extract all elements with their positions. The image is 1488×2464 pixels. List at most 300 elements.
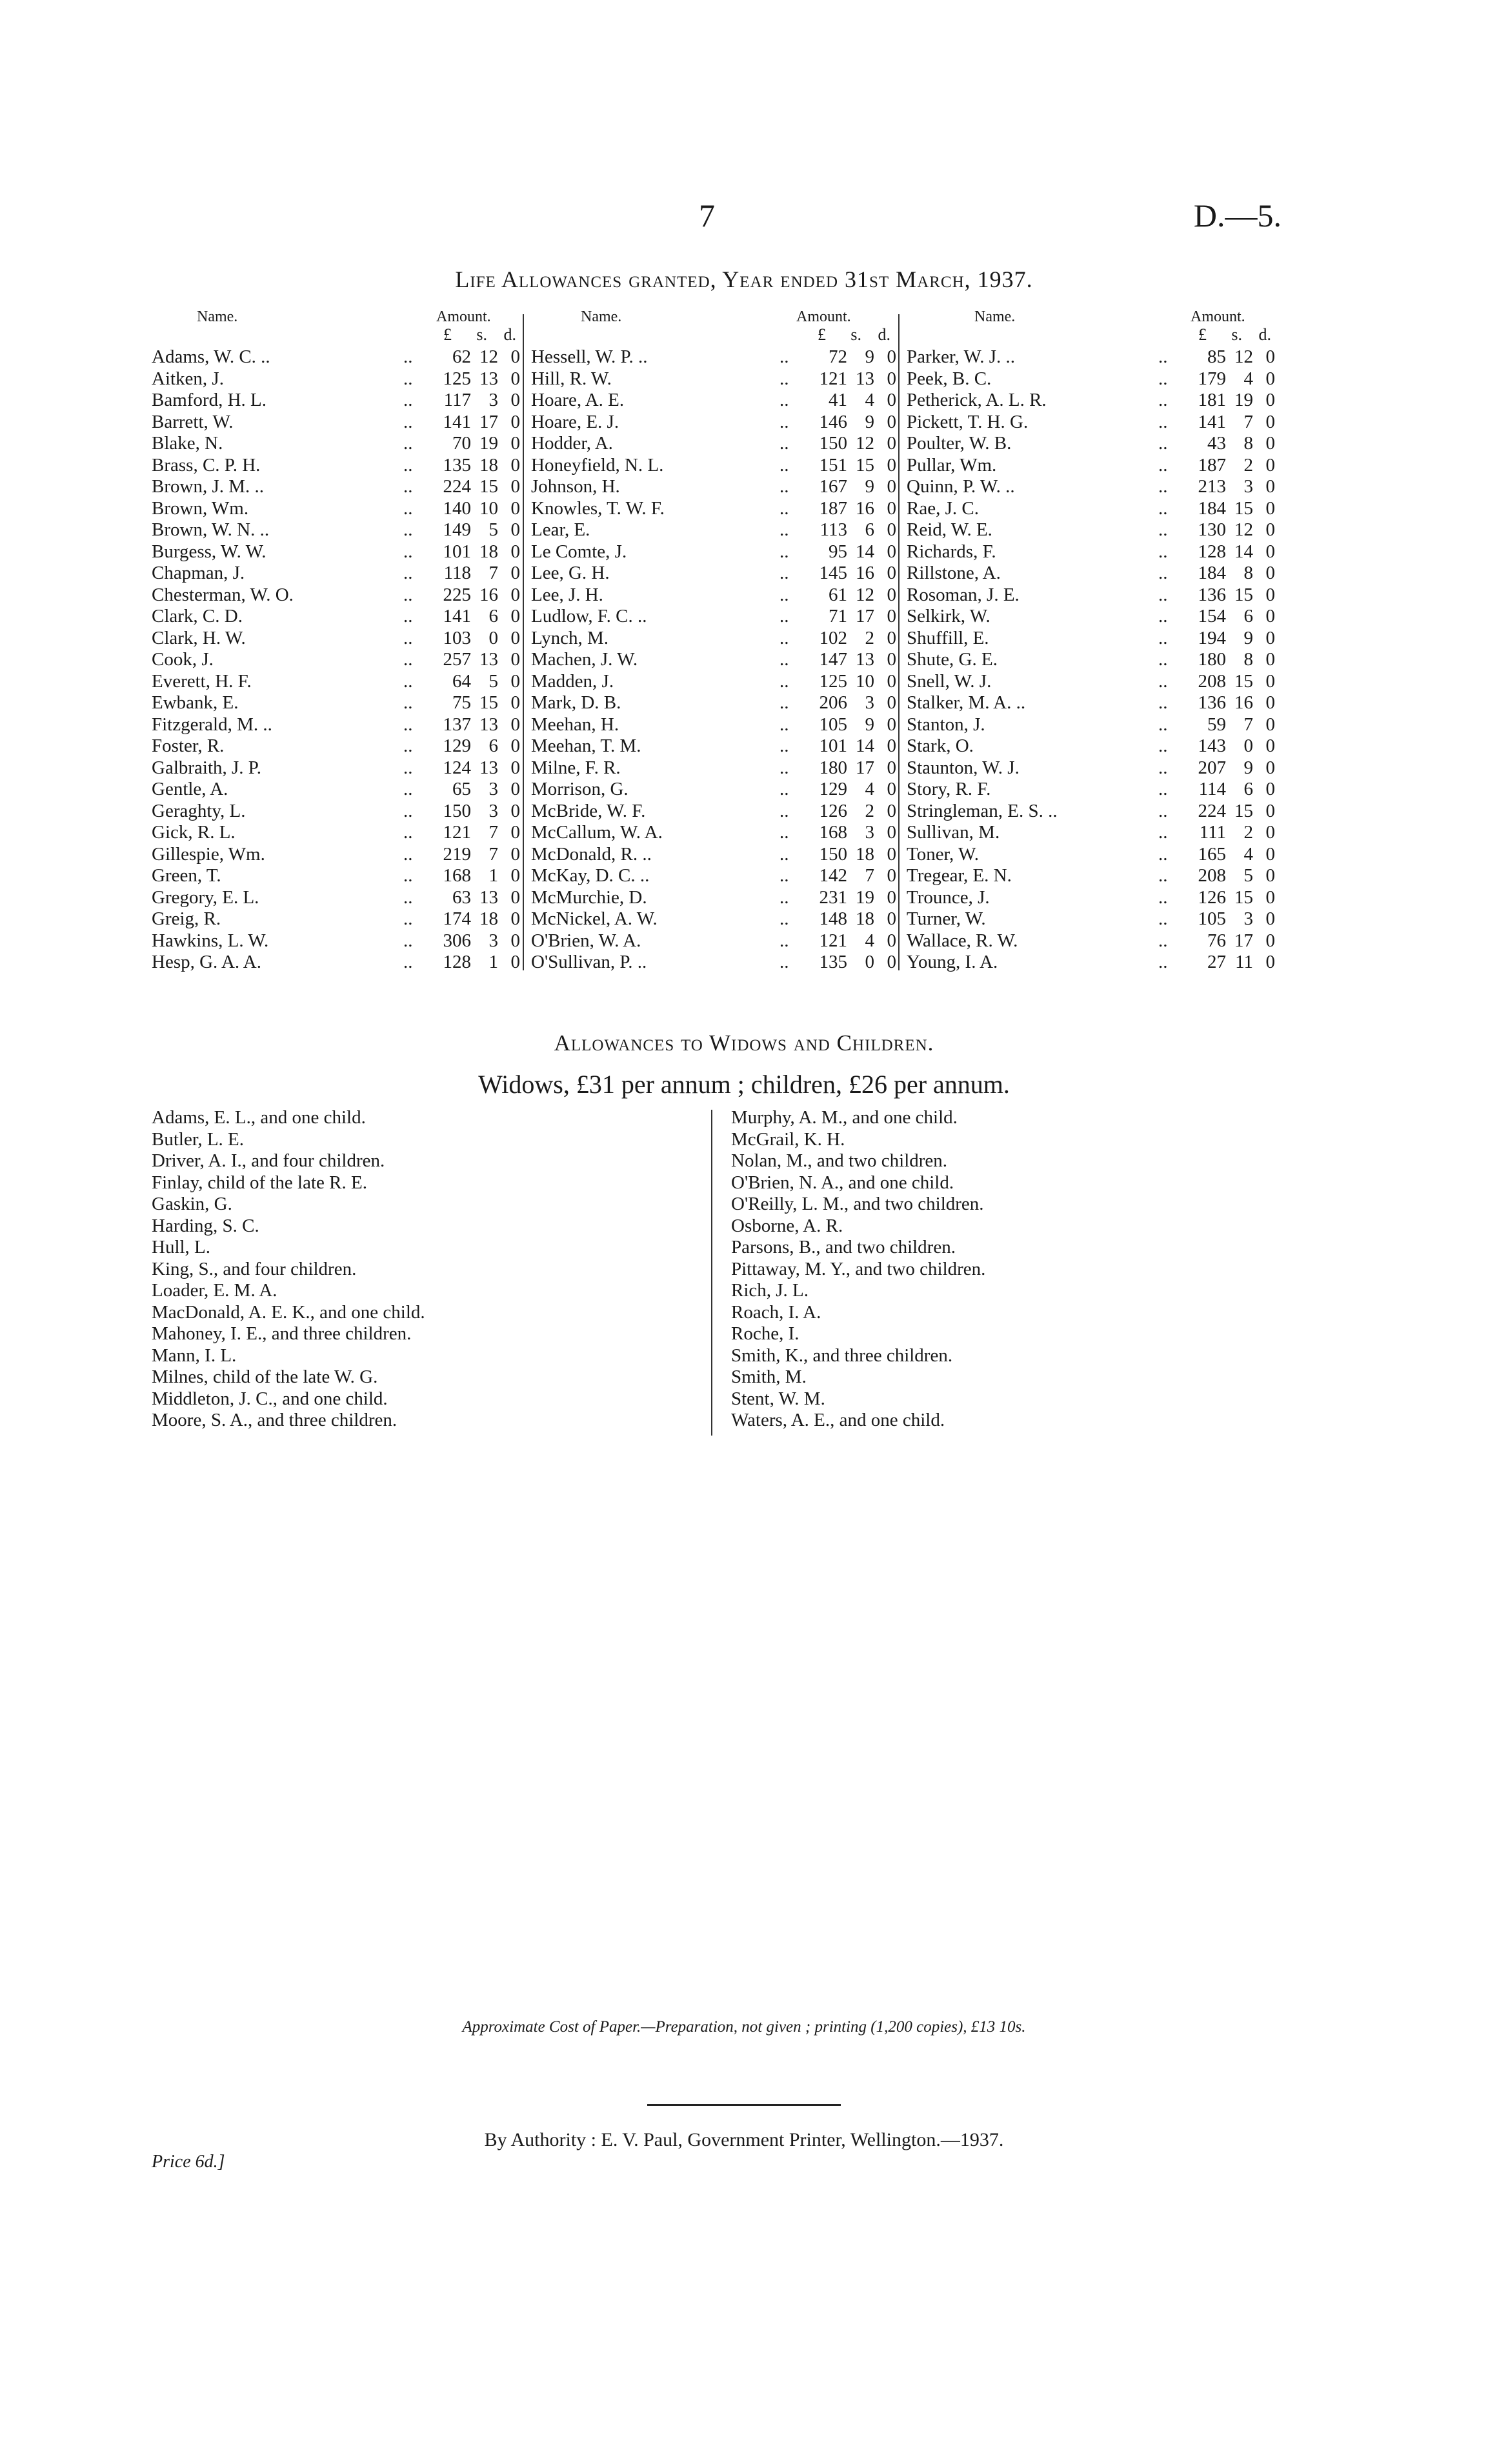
- allowance-row: [531, 714, 899, 736]
- amount-pence: 0: [1265, 757, 1275, 778]
- leader-dots: ..: [1158, 692, 1168, 713]
- amount-shillings: 3: [1243, 908, 1253, 929]
- allowance-row: [531, 952, 899, 974]
- recipient-name: Petherick, A. L. R.: [907, 390, 1047, 410]
- amount-pounds: 167: [819, 476, 847, 497]
- allowance-row: [152, 801, 523, 823]
- amount-pence: 0: [1265, 692, 1275, 713]
- header-name-1: Name.: [197, 308, 238, 325]
- recipient-name: McDonald, R. ..: [531, 843, 652, 865]
- allowance-row: [152, 455, 523, 477]
- recipient-name: Hill, R. W.: [531, 368, 612, 389]
- amount-shillings: 17: [1234, 930, 1253, 951]
- allowance-row: [531, 585, 899, 606]
- recipient-name: Trounce, J.: [907, 886, 990, 908]
- amount-shillings: 8: [1243, 563, 1253, 583]
- unit-shilling-2: s.: [850, 325, 861, 344]
- amount-shillings: 1: [488, 952, 498, 972]
- allowance-row: [531, 865, 899, 887]
- leader-dots: ..: [403, 736, 413, 756]
- allowance-row: [531, 606, 899, 628]
- amount-pence: 0: [510, 736, 520, 756]
- amount-pence: 0: [1265, 390, 1275, 410]
- recipient-name: Brown, Wm.: [152, 497, 249, 519]
- recipient-name: Greig, R.: [152, 908, 221, 929]
- amount-pence: 0: [1265, 476, 1275, 497]
- recipient-name: Stalker, M. A. ..: [907, 692, 1026, 713]
- widow-entry: MacDonald, A. E. K., and one child.: [152, 1301, 425, 1323]
- recipient-name: Le Comte, J.: [531, 541, 627, 562]
- recipient-name: Geraghty, L.: [152, 800, 246, 821]
- leader-dots: ..: [1158, 757, 1168, 778]
- recipient-name: Quinn, P. W. ..: [907, 476, 1015, 497]
- recipient-name: Richards, F.: [907, 541, 996, 562]
- allowance-row: [907, 368, 1278, 390]
- recipient-name: Knowles, T. W. F.: [531, 497, 665, 519]
- unit-pound-2: £: [818, 325, 826, 344]
- widows-section-subtitle: Widows, £31 per annum ; children, £26 per annum.: [478, 1070, 1010, 1099]
- allowance-row: [152, 865, 523, 887]
- amount-pounds: 184: [1198, 497, 1226, 519]
- allowance-row: [152, 952, 523, 974]
- leader-dots: ..: [1158, 519, 1168, 540]
- amount-pence: 0: [1265, 714, 1275, 735]
- allowance-row: [907, 801, 1278, 823]
- amount-shillings: 7: [488, 822, 498, 843]
- amount-pounds: 136: [1198, 692, 1226, 713]
- leader-dots: ..: [1158, 714, 1168, 735]
- leader-dots: ..: [779, 736, 789, 756]
- amount-pence: 0: [887, 822, 896, 843]
- amount-shillings: 4: [1243, 368, 1253, 389]
- allowance-row: [531, 779, 899, 801]
- amount-shillings: 5: [1243, 865, 1253, 886]
- amount-pounds: 136: [1198, 584, 1226, 605]
- recipient-name: Green, T.: [152, 865, 221, 886]
- amount-pounds: 95: [829, 541, 847, 562]
- leader-dots: ..: [403, 952, 413, 972]
- amount-shillings: 19: [1234, 390, 1253, 410]
- amount-pence: 0: [1265, 606, 1275, 626]
- cost-footnote: Approximate Cost of Paper.—Preparation, not given ; printing (1,200 copies), £13 10s.: [462, 2018, 1026, 2036]
- recipient-name: Young, I. A.: [907, 952, 998, 972]
- amount-pence: 0: [887, 497, 896, 519]
- amount-pounds: 306: [443, 930, 471, 951]
- leader-dots: ..: [403, 390, 413, 410]
- amount-pounds: 174: [443, 908, 471, 929]
- amount-pence: 0: [1265, 368, 1275, 389]
- widow-entry: O'Brien, N. A., and one child.: [731, 1172, 954, 1193]
- amount-pounds: 113: [819, 519, 847, 540]
- unit-pence-2: d.: [878, 325, 890, 344]
- allowance-row: [152, 844, 523, 866]
- leader-dots: ..: [779, 563, 789, 583]
- allowance-row: [907, 563, 1278, 585]
- amount-pence: 0: [1265, 843, 1275, 865]
- amount-pence: 0: [1265, 519, 1275, 540]
- allowance-row: [531, 736, 899, 757]
- allowance-row: [907, 865, 1278, 887]
- recipient-name: Blake, N.: [152, 433, 223, 454]
- amount-shillings: 19: [856, 886, 874, 908]
- amount-pence: 0: [510, 368, 520, 389]
- amount-pounds: 179: [1198, 368, 1226, 389]
- allowance-row: [907, 844, 1278, 866]
- amount-shillings: 13: [479, 757, 498, 778]
- amount-pounds: 168: [819, 822, 847, 843]
- amount-shillings: 15: [479, 692, 498, 713]
- leader-dots: ..: [1158, 908, 1168, 929]
- widow-entry: Waters, A. E., and one child.: [731, 1410, 945, 1430]
- amount-pence: 0: [887, 454, 896, 476]
- allowance-row: [152, 714, 523, 736]
- recipient-name: Sullivan, M.: [907, 822, 1000, 843]
- amount-pence: 0: [1265, 497, 1275, 519]
- amount-pence: 0: [1265, 800, 1275, 821]
- recipient-name: Pullar, Wm.: [907, 454, 997, 476]
- leader-dots: ..: [403, 800, 413, 821]
- allowance-row: [531, 757, 899, 779]
- amount-pounds: 117: [443, 390, 471, 410]
- recipient-name: McCallum, W. A.: [531, 822, 663, 843]
- allowance-row: [907, 628, 1278, 650]
- amount-pounds: 187: [819, 497, 847, 519]
- allowance-row: [531, 822, 899, 844]
- amount-pounds: 125: [819, 670, 847, 692]
- leader-dots: ..: [1158, 649, 1168, 670]
- allowance-row: [907, 930, 1278, 952]
- amount-pence: 0: [510, 952, 520, 972]
- allowance-row: [907, 585, 1278, 606]
- leader-dots: ..: [403, 627, 413, 648]
- leader-dots: ..: [403, 346, 413, 367]
- recipient-name: Gick, R. L.: [152, 822, 236, 843]
- allowance-row: [907, 390, 1278, 412]
- amount-pounds: 165: [1198, 843, 1226, 865]
- unit-shilling-1: s.: [476, 325, 487, 344]
- allowance-row: [907, 412, 1278, 434]
- amount-pounds: 102: [819, 627, 847, 648]
- recipient-name: Peek, B. C.: [907, 368, 992, 389]
- amount-shillings: 17: [479, 411, 498, 432]
- amount-shillings: 4: [865, 779, 874, 799]
- allowance-row: [531, 346, 899, 368]
- amount-shillings: 3: [488, 779, 498, 799]
- amount-pence: 0: [510, 865, 520, 886]
- widow-entry: O'Reilly, L. M., and two children.: [731, 1194, 984, 1214]
- printer-authority: By Authority : E. V. Paul, Government Printer, Wellington.—1937.: [484, 2129, 1004, 2150]
- allowance-row: [531, 844, 899, 866]
- amount-shillings: 5: [488, 670, 498, 692]
- amount-pounds: 140: [443, 497, 471, 519]
- amount-pence: 0: [1265, 627, 1275, 648]
- amount-shillings: 3: [1243, 476, 1253, 497]
- amount-shillings: 6: [488, 736, 498, 756]
- amount-shillings: 0: [488, 627, 498, 648]
- amount-shillings: 9: [865, 476, 874, 497]
- amount-shillings: 11: [1235, 952, 1253, 972]
- leader-dots: ..: [1158, 886, 1168, 908]
- amount-pence: 0: [510, 908, 520, 929]
- amount-pence: 0: [887, 433, 896, 454]
- amount-shillings: 0: [1243, 736, 1253, 756]
- leader-dots: ..: [1158, 952, 1168, 972]
- widow-entry: Loader, E. M. A.: [152, 1280, 277, 1301]
- amount-pounds: 141: [443, 411, 471, 432]
- recipient-name: Rae, J. C.: [907, 497, 979, 519]
- amount-shillings: 6: [865, 519, 874, 540]
- amount-pounds: 126: [819, 800, 847, 821]
- leader-dots: ..: [403, 519, 413, 540]
- widow-entry: McGrail, K. H.: [731, 1128, 845, 1150]
- widow-entry: Murphy, A. M., and one child.: [731, 1107, 958, 1128]
- recipient-name: Aitken, J.: [152, 368, 224, 389]
- allowance-row: [152, 541, 523, 563]
- leader-dots: ..: [403, 692, 413, 713]
- amount-pounds: 168: [443, 865, 471, 886]
- header-amount-2: Amount.: [796, 308, 851, 325]
- allowance-row: [907, 346, 1278, 368]
- leader-dots: ..: [1158, 865, 1168, 886]
- amount-pence: 0: [510, 670, 520, 692]
- amount-pence: 0: [510, 692, 520, 713]
- recipient-name: Selkirk, W.: [907, 606, 990, 626]
- amount-pence: 0: [887, 736, 896, 756]
- amount-shillings: 15: [856, 454, 874, 476]
- widow-entry: Parsons, B., and two children.: [731, 1237, 956, 1257]
- allowance-row: [531, 887, 899, 909]
- amount-pence: 0: [1265, 563, 1275, 583]
- recipient-name: Gentle, A.: [152, 779, 228, 799]
- amount-pounds: 150: [819, 433, 847, 454]
- price-note: Price 6d.]: [152, 2152, 225, 2172]
- leader-dots: ..: [403, 476, 413, 497]
- amount-pence: 0: [1265, 454, 1275, 476]
- amount-pounds: 231: [819, 886, 847, 908]
- amount-shillings: 8: [1243, 649, 1253, 670]
- allowance-row: [152, 519, 523, 541]
- recipient-name: Hessell, W. P. ..: [531, 346, 648, 367]
- amount-pounds: 208: [1198, 865, 1226, 886]
- recipient-name: Turner, W.: [907, 908, 986, 929]
- amount-pounds: 145: [819, 563, 847, 583]
- amount-pounds: 130: [1198, 519, 1226, 540]
- amount-pence: 0: [1265, 346, 1275, 367]
- widow-entry: Mahoney, I. E., and three children.: [152, 1323, 412, 1344]
- leader-dots: ..: [779, 390, 789, 410]
- allowance-row: [152, 412, 523, 434]
- recipient-name: Milne, F. R.: [531, 757, 621, 778]
- amount-shillings: 16: [856, 497, 874, 519]
- leader-dots: ..: [403, 649, 413, 670]
- allowance-column-3: [907, 346, 1278, 974]
- amount-pence: 0: [510, 346, 520, 367]
- amount-pence: 0: [510, 800, 520, 821]
- leader-dots: ..: [779, 670, 789, 692]
- amount-pounds: 141: [443, 606, 471, 626]
- recipient-name: Foster, R.: [152, 736, 225, 756]
- recipient-name: Honeyfield, N. L.: [531, 454, 664, 476]
- amount-pounds: 105: [1198, 908, 1226, 929]
- amount-shillings: 3: [488, 930, 498, 951]
- amount-pence: 0: [510, 886, 520, 908]
- allowance-row: [907, 606, 1278, 628]
- amount-pence: 0: [887, 952, 896, 972]
- leader-dots: ..: [779, 843, 789, 865]
- amount-pounds: 64: [452, 670, 471, 692]
- amount-pounds: 141: [1198, 411, 1226, 432]
- amount-shillings: 17: [856, 606, 874, 626]
- allowance-row: [531, 930, 899, 952]
- allowance-row: [531, 433, 899, 455]
- amount-pence: 0: [887, 390, 896, 410]
- amount-shillings: 13: [479, 714, 498, 735]
- amount-pence: 0: [887, 346, 896, 367]
- amount-pounds: 128: [443, 952, 471, 972]
- allowance-row: [907, 498, 1278, 520]
- recipient-name: Rosoman, J. E.: [907, 584, 1020, 605]
- recipient-name: McBride, W. F.: [531, 800, 646, 821]
- leader-dots: ..: [403, 865, 413, 886]
- recipient-name: Adams, W. C. ..: [152, 346, 270, 367]
- recipient-name: Clark, H. W.: [152, 627, 246, 648]
- allowance-row: [907, 714, 1278, 736]
- amount-pounds: 225: [443, 584, 471, 605]
- leader-dots: ..: [403, 411, 413, 432]
- allowance-row: [152, 887, 523, 909]
- unit-shilling-3: s.: [1231, 325, 1242, 344]
- amount-shillings: 10: [856, 670, 874, 692]
- amount-shillings: 9: [865, 714, 874, 735]
- amount-pence: 0: [887, 563, 896, 583]
- leader-dots: ..: [1158, 736, 1168, 756]
- leader-dots: ..: [1158, 584, 1168, 605]
- recipient-name: Brass, C. P. H.: [152, 454, 261, 476]
- amount-shillings: 16: [479, 584, 498, 605]
- widow-entry: Pittaway, M. Y., and two children.: [731, 1258, 986, 1279]
- amount-shillings: 18: [479, 541, 498, 562]
- allowance-row: [531, 541, 899, 563]
- leader-dots: ..: [779, 865, 789, 886]
- allowance-row: [152, 930, 523, 952]
- amount-pence: 0: [887, 800, 896, 821]
- allowance-row: [531, 671, 899, 693]
- leader-dots: ..: [779, 779, 789, 799]
- amount-pounds: 85: [1207, 346, 1226, 367]
- leader-dots: ..: [779, 519, 789, 540]
- recipient-name: Barrett, W.: [152, 411, 234, 432]
- allowance-row: [531, 692, 899, 714]
- amount-pence: 0: [510, 584, 520, 605]
- leader-dots: ..: [779, 584, 789, 605]
- amount-shillings: 6: [488, 606, 498, 626]
- leader-dots: ..: [1158, 822, 1168, 843]
- leader-dots: ..: [403, 930, 413, 951]
- recipient-name: O'Sullivan, P. ..: [531, 952, 647, 972]
- allowance-row: [531, 412, 899, 434]
- amount-pounds: 148: [819, 908, 847, 929]
- amount-pence: 0: [510, 822, 520, 843]
- amount-shillings: 4: [865, 390, 874, 410]
- leader-dots: ..: [779, 497, 789, 519]
- header-amount-3: Amount.: [1191, 308, 1245, 325]
- leader-dots: ..: [403, 822, 413, 843]
- footer-rule: [647, 2104, 841, 2106]
- leader-dots: ..: [403, 886, 413, 908]
- amount-pounds: 187: [1198, 454, 1226, 476]
- amount-pence: 0: [887, 606, 896, 626]
- amount-shillings: 13: [479, 368, 498, 389]
- widow-entry: Stent, W. M.: [731, 1388, 825, 1409]
- amount-shillings: 19: [479, 433, 498, 454]
- amount-pounds: 154: [1198, 606, 1226, 626]
- amount-pounds: 184: [1198, 563, 1226, 583]
- amount-pence: 0: [887, 757, 896, 778]
- leader-dots: ..: [1158, 454, 1168, 476]
- unit-pence-3: d.: [1258, 325, 1271, 344]
- amount-shillings: 2: [865, 627, 874, 648]
- allowance-row: [531, 476, 899, 498]
- recipient-name: Everett, H. F.: [152, 670, 252, 692]
- amount-pence: 0: [887, 886, 896, 908]
- widow-entry: Moore, S. A., and three children.: [152, 1410, 397, 1430]
- amount-shillings: 2: [1243, 454, 1253, 476]
- amount-pounds: 213: [1198, 476, 1226, 497]
- widows-list-left: [152, 1107, 425, 1432]
- allowance-row: [152, 390, 523, 412]
- recipient-name: Wallace, R. W.: [907, 930, 1018, 951]
- recipient-name: Chesterman, W. O.: [152, 584, 294, 605]
- amount-pounds: 27: [1207, 952, 1226, 972]
- amount-shillings: 7: [488, 563, 498, 583]
- amount-pence: 0: [887, 714, 896, 735]
- amount-pounds: 75: [452, 692, 471, 713]
- recipient-name: Poulter, W. B.: [907, 433, 1012, 454]
- recipient-name: Stark, O.: [907, 736, 974, 756]
- recipient-name: Tregear, E. N.: [907, 865, 1012, 886]
- amount-pounds: 135: [443, 454, 471, 476]
- recipient-name: Pickett, T. H. G.: [907, 411, 1029, 432]
- amount-pence: 0: [887, 865, 896, 886]
- leader-dots: ..: [403, 563, 413, 583]
- widow-entry: Adams, E. L., and one child.: [152, 1107, 366, 1128]
- recipient-name: Bamford, H. L.: [152, 390, 266, 410]
- amount-shillings: 3: [865, 692, 874, 713]
- amount-pounds: 105: [819, 714, 847, 735]
- allowance-row: [152, 346, 523, 368]
- amount-shillings: 15: [1234, 670, 1253, 692]
- amount-pence: 0: [510, 433, 520, 454]
- recipient-name: Burgess, W. W.: [152, 541, 266, 562]
- amount-shillings: 3: [865, 822, 874, 843]
- leader-dots: ..: [779, 886, 789, 908]
- amount-shillings: 5: [488, 519, 498, 540]
- recipient-name: Lear, E.: [531, 519, 590, 540]
- amount-pounds: 129: [819, 779, 847, 799]
- amount-pounds: 149: [443, 519, 471, 540]
- amount-pence: 0: [887, 779, 896, 799]
- amount-pounds: 219: [443, 843, 471, 865]
- amount-pounds: 121: [819, 930, 847, 951]
- amount-shillings: 16: [856, 563, 874, 583]
- leader-dots: ..: [403, 454, 413, 476]
- amount-pounds: 224: [1198, 800, 1226, 821]
- allowance-row: [152, 822, 523, 844]
- amount-shillings: 13: [856, 368, 874, 389]
- recipient-name: McNickel, A. W.: [531, 908, 658, 929]
- recipient-name: Cook, J.: [152, 649, 214, 670]
- recipient-name: Ewbank, E.: [152, 692, 239, 713]
